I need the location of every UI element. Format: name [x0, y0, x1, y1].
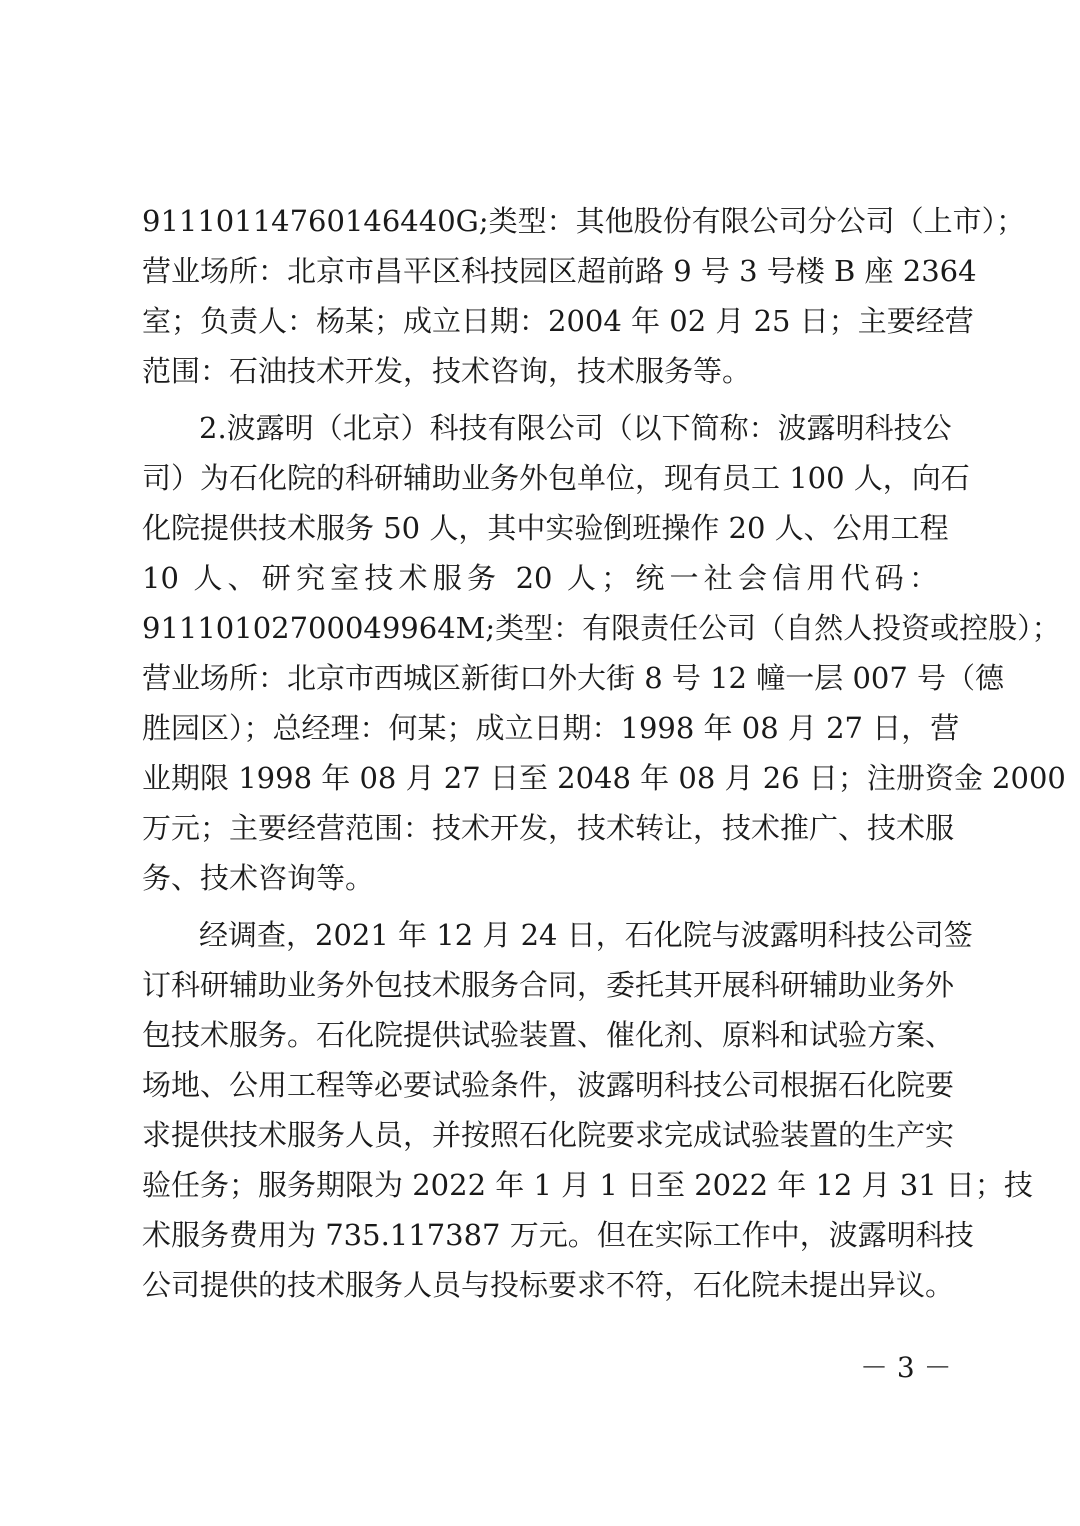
text-line-5: 2.波露明（北京）科技有限公司（以下简称：波露明科技公	[199, 411, 952, 445]
text-line-8: 10 人、研究室技术服务 20 人；统一社会信用代码：	[142, 561, 938, 595]
text-line-14: 务、技术咨询等。	[142, 861, 375, 895]
text-line-7: 化院提供技术服务 50 人，其中实验倒班操作 20 人、公用工程	[142, 511, 949, 545]
text-line-4: 范围：石油技术开发，技术咨询，技术服务等。	[142, 354, 752, 388]
text-line-12: 业期限 1998 年 08 月 27 日至 2048 年 08 月 26 日；注册资金 2000	[142, 761, 1066, 795]
text-line-17: 包技术服务。石化院提供试验装置、催化剂、原料和试验方案、	[142, 1018, 955, 1052]
text-line-18: 场地、公用工程等必要试验条件，波露明科技公司根据石化院要	[142, 1068, 955, 1102]
text-line-10: 营业场所：北京市西城区新街口外大街 8 号 12 幢一层 007 号（德	[142, 661, 1005, 695]
text-line-15: 经调查，2021 年 12 月 24 日，石化院与波露明科技公司签	[199, 918, 973, 952]
text-line-3: 室；负责人：杨某；成立日期：2004 年 02 月 25 日；主要经营	[142, 304, 974, 338]
text-line-6: 司）为石化院的科研辅助业务外包单位，现有员工 100 人，向石	[142, 461, 970, 495]
text-line-19: 求提供技术服务人员，并按照石化院要求完成试验装置的生产实	[142, 1118, 955, 1152]
text-line-21: 术服务费用为 735.117387 万元。但在实际工作中，波露明科技	[142, 1218, 974, 1252]
text-line-2: 营业场所：北京市昌平区科技园区超前路 9 号 3 号楼 B 座 2364	[142, 254, 977, 288]
text-line-9: 91110102700049964M;类型：有限责任公司（自然人投资或控股）；	[142, 611, 1061, 645]
text-line-20: 验任务；服务期限为 2022 年 1 月 1 日至 2022 年 12 月 31 日；技	[142, 1168, 1033, 1202]
text-line-22: 公司提供的技术服务人员与投标要求不符，石化院未提出异议。	[142, 1268, 955, 1302]
text-line-16: 订科研辅助业务外包技术服务合同，委托其开展科研辅助业务外	[142, 968, 955, 1002]
text-line-13: 万元；主要经营范围：技术开发，技术转让，技术推广、技术服	[142, 811, 955, 845]
text-line-1: 91110114760146440G;类型：其他股份有限公司分公司（上市）；	[142, 204, 1026, 238]
text-line-11: 胜园区）；总经理：何某；成立日期：1998 年 08 月 27 日，营	[142, 711, 960, 745]
page-number: － 3 －	[860, 1351, 952, 1384]
